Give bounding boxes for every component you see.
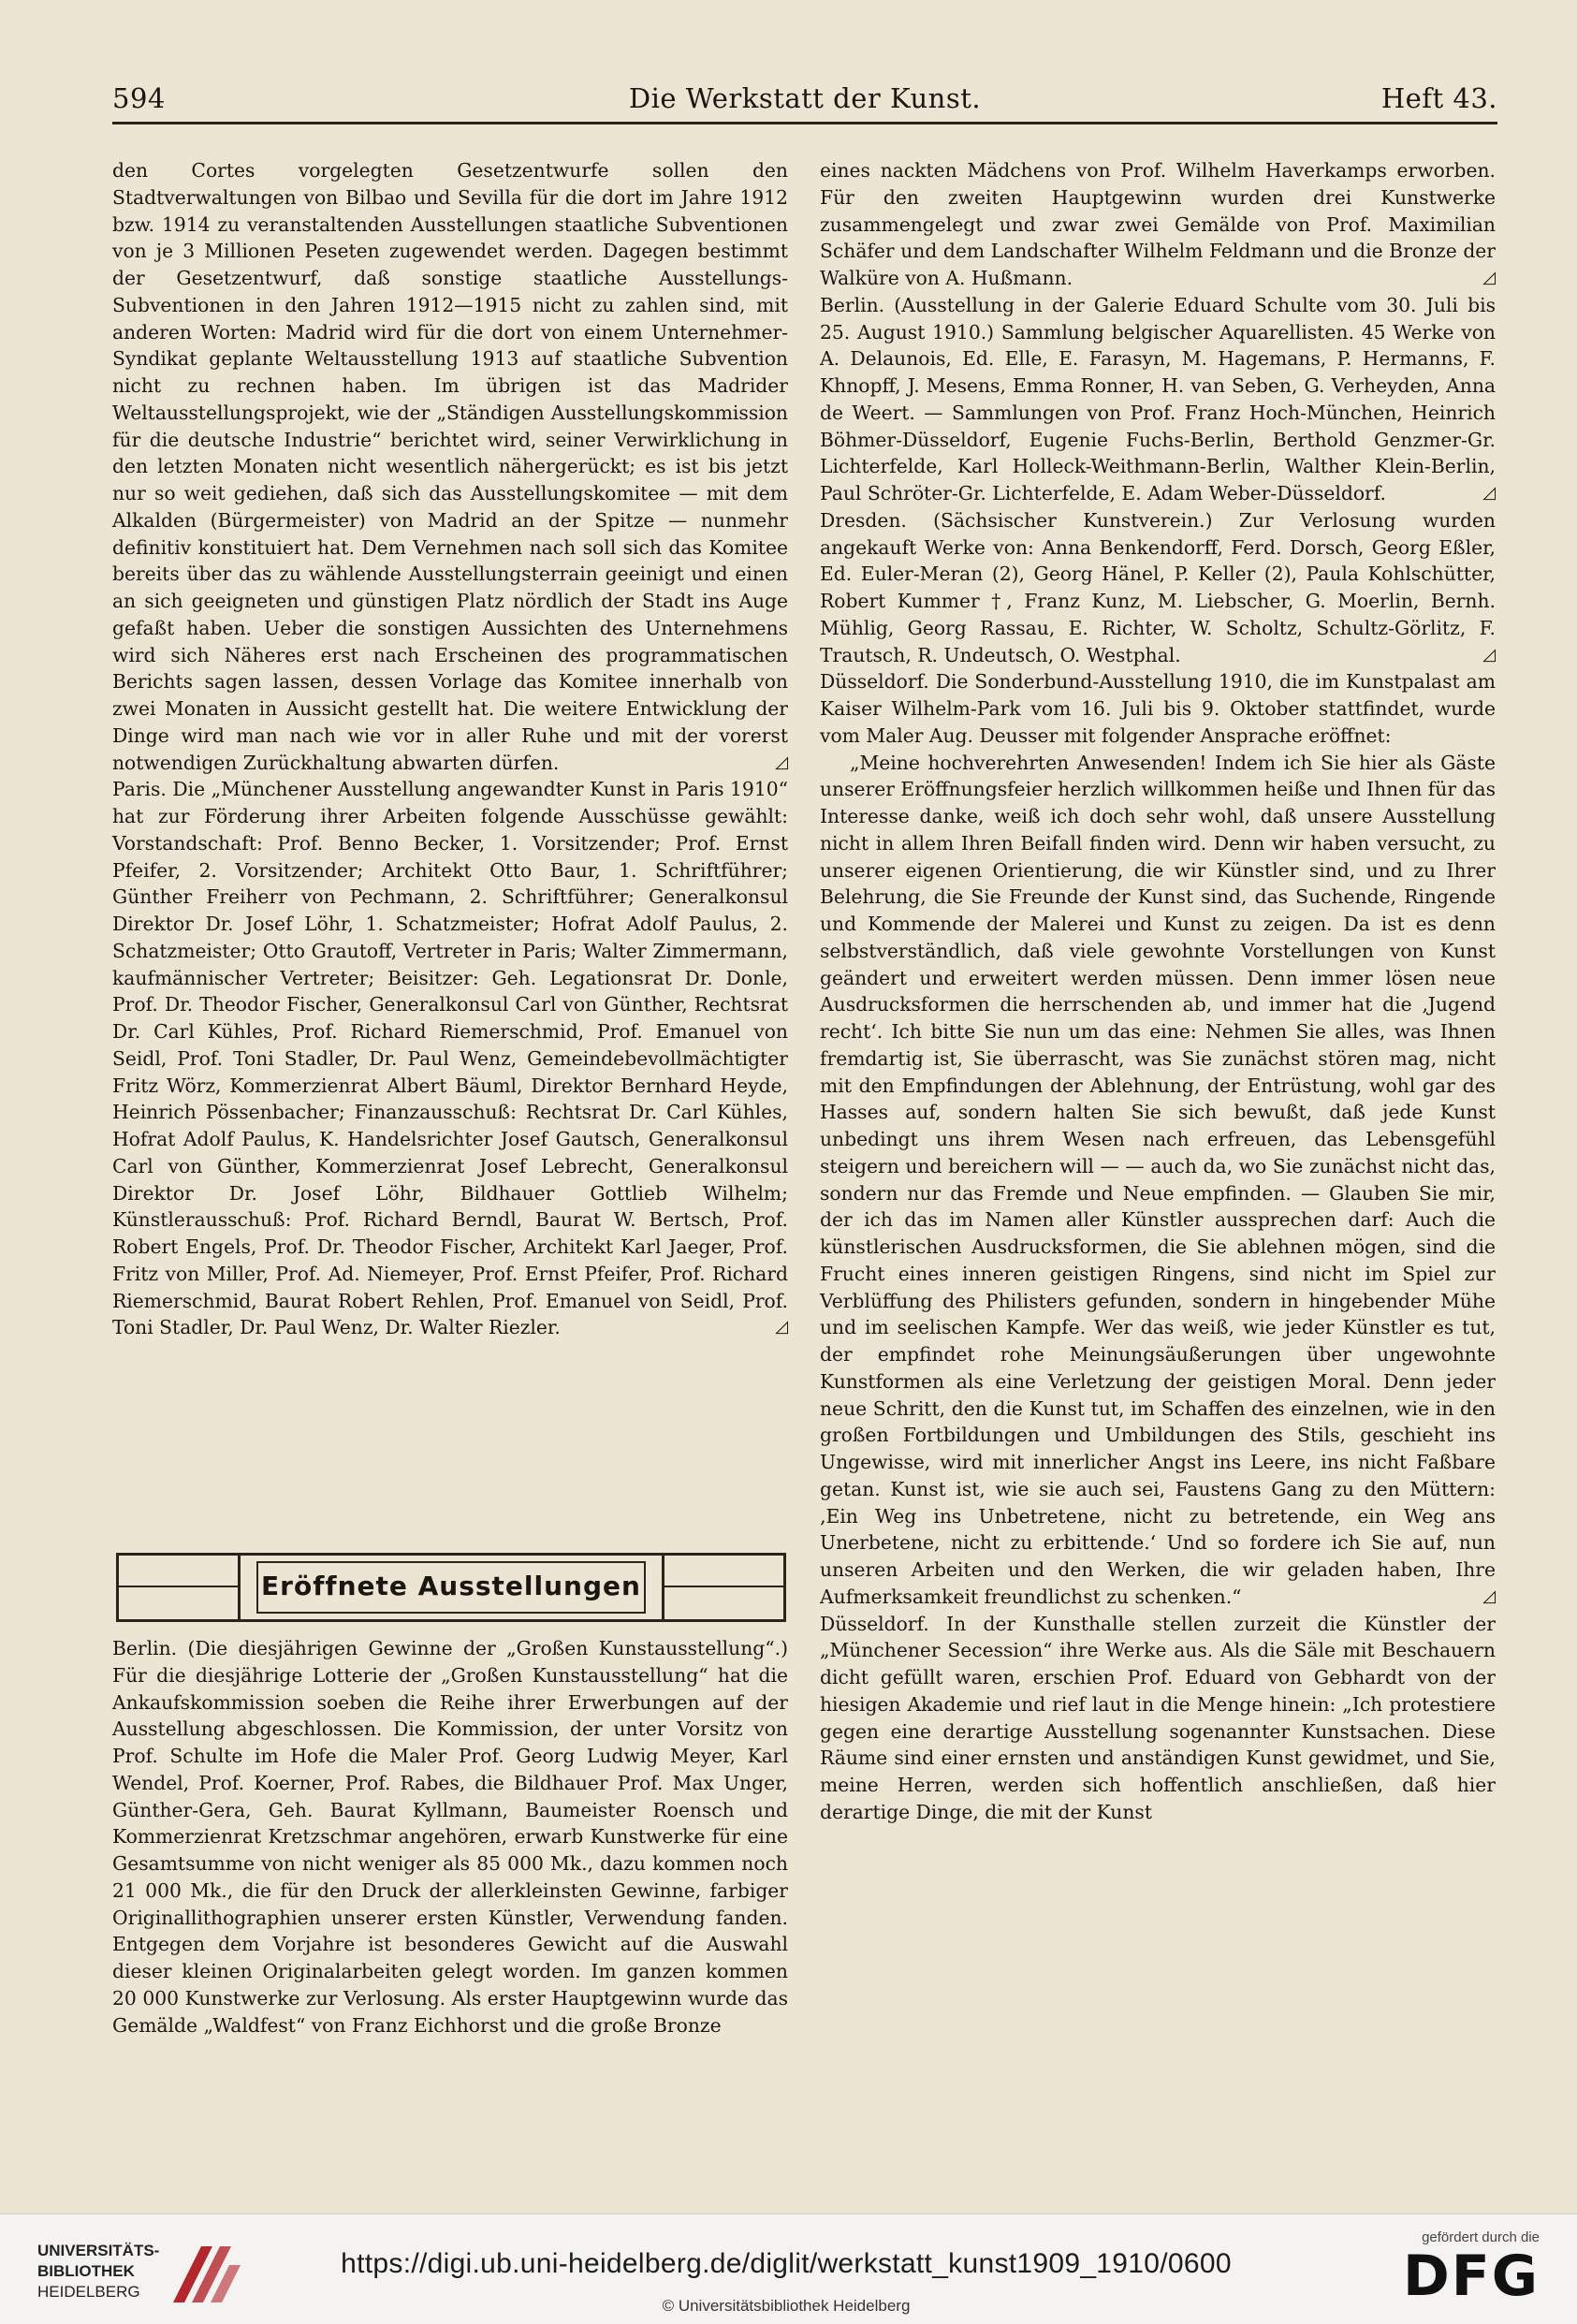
end-mark-icon: ◿ — [1482, 268, 1496, 287]
section-heading-box — [116, 1553, 786, 1622]
library-name-line1: UNIVERSITÄTS- — [37, 2242, 160, 2259]
end-mark-icon: ◿ — [1482, 483, 1496, 503]
header-rule — [112, 122, 1497, 124]
paragraph-berlin-lottery: Berlin. (Die diesjährigen Gewinne der „Großen Kunstausstellung“.) Für die diesjährige Lotterie der „Großen Kunstausstellung“ hat die Ankaufskommission soeben die Reihe ihrer Erwerbungen auf der Ausstellung abgeschlossen. Die Kommission, der unter Vorsitz von Prof. Schulte im Hofe die Maler Prof. Georg Ludwig Meyer, Karl Wendel, Prof. Koerner, Prof. Rabes, die Bildhauer Prof. Max Unger, Günther-Gera, Geh. Baurat Kyllmann, Baumeister Roensch und Kommerzienrat Kretzschmar angehören, erwarb Kunstwerke für eine Gesamtsumme von nicht weniger als 85 000 Mk., dazu kommen noch 21 000 Mk., die für den Druck der allerkleinsten Gewinne, farbiger Originallithographien unserer ersten Künstler, Verwendung fanden. Entgegen dem Vorjahre ist besonderes Gewicht auf die Auswahl dieser kleinen Originalarbeiten gelegt worden. Im ganzen kommen 20 000 Kunstwerke zur Verlosung. Als erster Hauptgewinn wurde das Gemälde „Waldfest“ von Franz Eichhorst und die große Bronze — [112, 1637, 788, 2037]
library-logo[interactable] — [37, 2235, 253, 2310]
heading-ornament-right — [662, 1556, 786, 1619]
paragraph-berlin-prizes: eines nackten Mädchens von Prof. Wilhelm Haverkamps erworben. Für den zweiten Hauptgewinn wurden drei Kunstwerke zusammengelegt und zwar zwei Gemälde von Prof. Maximilian Schäfer und dem Landschafter Wilhelm Feldmann und die Bronze der Walküre von A. Hußmann. ◿ — [820, 157, 1496, 292]
page-number: 594 — [112, 82, 166, 114]
end-mark-icon: ◿ — [775, 752, 788, 772]
right-column — [820, 157, 1496, 1823]
dfg-logo[interactable] — [1362, 2229, 1540, 2314]
end-mark-icon: ◿ — [1482, 644, 1496, 665]
end-mark-icon: ◿ — [1482, 1586, 1496, 1606]
end-mark-icon: ◿ — [775, 1317, 788, 1337]
funded-by-label: gefördert durch die — [1422, 2229, 1540, 2245]
library-name-line2: BIBLIOTHEK — [37, 2262, 135, 2280]
section-heading: Eröffnete Ausstellungen — [256, 1561, 646, 1614]
left-column — [112, 157, 788, 1524]
permalink-url[interactable]: https://digi.ub.uni-heidelberg.de/diglit/werkstatt_kunst1909_1910/0600 — [341, 2248, 1232, 2279]
dfg-wordmark: DFG — [1402, 2244, 1540, 2309]
running-title: Die Werkstatt der Kunst. — [628, 82, 982, 114]
paragraph-duesseldorf-sonderbund: Düsseldorf. Die Sonderbund-Ausstellung 1910, die im Kunstpalast am Kaiser Wilhelm-Park vom 16. Juli bis 9. Oktober stattfindet, wurde vom Maler Aug. Deusser mit folgender Ansprache eröffnet: — [820, 670, 1496, 747]
heading-ornament-left — [116, 1556, 241, 1619]
paragraph-deusser-speech: „Meine hochverehrten Anwesenden! Indem ich Sie hier als Gäste unserer Eröffnungsfeier herzlich willkommen heiße und Ihnen für das Interesse danke, weiß ich doch sehr wohl, daß unsere Ausstellung nicht in allem Ihren Beifall finden wird. Denn wir haben versucht, zu unserer eigenen Orientierung, die wir Künstler sind, und zu Ihrer Belehrung, die Sie Freunde der Kunst sind, das Suchende, Ringende und Kommende der Malerei und Kunst zu zeigen. Da ist es denn selbstverständlich, daß viele gewohnte Vorstellungen von Kunst geändert und erweitert werden müssen. Denn immer lösen neue Ausdrucksformen die herrschenden ab, und immer hat die ‚Jugend recht‘. Ich bitte Sie nun um das eine: Nehmen Sie alles, was Ihnen fremdartig ist, Sie überrascht, was Sie zunächst stören mag, nicht mit den Empfindungen der Ablehnung, der Entrüstung, wohl gar des Hasses auf, sondern halten Sie sich bewußt, daß jede Kunst unbedingt uns ihrem Wesen nach erfreuen, das Lebensgefühl steigern und bereichern will — — auch da, wo Sie zunächst nicht das, sondern nur das Fremde und Neue empfinden. — Glauben Sie mir, der ich das im Namen aller Künstler aussprechen darf: Auch die künstlerischen Ausdrucksformen, die Sie ablehnen mögen, sind die Frucht eines inneren geistigen Ringens, sind nicht im Spiel zur Verblüffung des Philisters gefunden, sondern in hingebender Mühe und im seelischen Kampfe. Wer das weiß, wie jeder Künstler es tut, der empfindet rohe Meinungsäußerungen über ungewohnte Kunstformen als eine Verletzung der geistigen Moral. Denn jeder neue Schritt, den die Kunst tut, im Schaffen des einzelnen, wie in den großen Fortbildungen und Umbildungen des Stils, geschieht ins Ungewisse, wird mit innerlicher Angst ins Leere, ins nicht Faßbare getan. Kunst ist, wie sie auch sei, Faustens Gang zu den Müttern: ‚Ein Weg ins Unbetretene, nicht zu betretende, ein Weg ans Unerbetene, nicht zu erbittende.‘ Und so fordere ich Sie auf, nun unseren Arbeiten und den Werken, die wir geladen haben, Ihre Aufmerksamkeit freundlichst zu schenken.“ ◿ — [820, 750, 1496, 1611]
running-header — [112, 82, 1497, 124]
paragraph-paris: Paris. Die „Münchener Ausstellung angewandter Kunst in Paris 1910“ hat zur Förderung ihrer Arbeiten folgende Ausschüsse gewählt: Vorstandschaft: Prof. Benno Becker, 1. Vorsitzender; Prof. Ernst Pfeifer, 2. Vorsitzender; Architekt Otto Baur, 1. Schriftführer; Günther Freiherr von Pechmann, 2. Schriftführer; Generalkonsul Direktor Dr. Josef Löhr, 1. Schatzmeister; Hofrat Adolf Paulus, 2. Schatzmeister; Otto Grautoff, Vertreter in Paris; Walter Zimmermann, kaufmännischer Vertreter; Beisitzer: Geh. Legationsrat Dr. Donle, Prof. Dr. Theodor Fischer, Generalkonsul Carl von Günther, Rechtsrat Dr. Carl Kühles, Prof. Richard Riemerschmid, Prof. Emanuel von Seidl, Prof. Toni Stadler, Dr. Paul Wenz, Gemeindebevollmächtigter Fritz Wörz, Kommerzienrat Albert Bäuml, Direktor Bernhard Heyde, Heinrich Pössenbacher; Finanzausschuß: Rechtsrat Dr. Carl Kühles, Hofrat Adolf Paulus, K. Handelsrichter Josef Gautsch, Generalkonsul Carl von Günther, Kommerzienrat Josef Lebrecht, Generalkonsul Direktor Dr. Josef Löhr, Bildhauer Gottlieb Wilhelm; Künstlerausschuß: Prof. Richard Berndl, Baurat W. Bertsch, Prof. Robert Engels, Prof. Dr. Theodor Fischer, Architekt Karl Jaeger, Prof. Fritz von Miller, Prof. Ad. Niemeyer, Prof. Ernst Pfeifer, Prof. Richard Riemerschmid, Baurat Robert Rehlen, Prof. Emanuel von Seidl, Prof. Toni Stadler, Dr. Paul Wenz, Dr. Walter Riezler. ◿ — [112, 776, 788, 1341]
library-name-line3: HEIDELBERG — [37, 2283, 140, 2301]
issue-number: Heft 43. — [1380, 82, 1497, 114]
left-column-lower — [112, 1635, 788, 2169]
viewer-footer — [0, 2214, 1577, 2324]
paragraph-berlin-schulte: Berlin. (Ausstellung in der Galerie Eduard Schulte vom 30. Juli bis 25. August 1910.) Sammlung belgischer Aquarellisten. 45 Werke von A. Delaunois, Ed. Elle, E. Farasyn, M. Hagemans, P. Hermanns, F. Khnopff, J. Mesens, Emma Ronner, H. van Seben, G. Verheyden, Anna de Weert. — Sammlungen von Prof. Franz Hoch-München, Heinrich Böhmer-Düsseldorf, Eugenie Fuchs-Berlin, Berthold Genzmer-Gr. Lichterfelde, Karl Holleck-Weithmann-Berlin, Walther Klein-Berlin, Paul Schröter-Gr. Lichterfelde, E. Adam Weber-Düsseldorf. ◿ — [820, 292, 1496, 507]
paragraph-duesseldorf-secession: Düsseldorf. In der Kunsthalle stellen zurzeit die Künstler der „Münchener Secession“ ihre Werke aus. Als die Säle mit Beschauern dicht gefüllt waren, erschien Prof. Eduard von Gebhardt von der hiesigen Akademie und rief laut in die Menge hinein: „Ich protestiere gegen eine derartige Ausstellung sogenannter Kunstsachen. Diese Räume sind einer ernsten und anständigen Kunst gewidmet, und Sie, meine Herren, werden sich hoffentlich anschließen, daß hier derartige Dinge, die mit der Kunst — [820, 1612, 1496, 1823]
paragraph-madrid: den Cortes vorgelegten Gesetzentwurfe sollen den Stadtverwaltungen von Bilbao und Sevilla für die dort im Jahre 1912 bzw. 1914 zu veranstaltenden Ausstellungen staatliche Subventionen von je 3 Millionen Peseten zugewendet werden. Dagegen bestimmt der Gesetzentwurf, daß sonstige staatliche Ausstellungs-Subventionen in den Jahren 1912—1915 nicht zu zahlen sind, mit anderen Worten: Madrid wird für die dort von einem Unternehmer-Syndikat geplante Weltausstellung 1913 auf staatliche Subvention nicht zu rechnen haben. Im übrigen ist das Madrider Weltausstellungsprojekt, wie der „Ständigen Ausstellungskommission für die deutsche Industrie“ berichtet wird, seiner Verwirklichung in den letzten Monaten nicht wesentlich nähergerückt; es ist bis jetzt nur so weit gediehen, daß sich das Ausstellungskomitee — mit dem Alkalden (Bürgermeister) von Madrid an der Spitze — nunmehr definitiv konstituiert hat. Dem Vernehmen nach soll sich das Komitee bereits über das zu wählende Ausstellungsterrain geeinigt und einen an sich geeigneten und günstigen Platz nördlich der Stadt ins Auge gefaßt haben. Ueber die sonstigen Aussichten des Unternehmens wird sich Näheres erst nach Erscheinen des programmatischen Berichts sagen lassen, dessen Vorlage das Komitee innerhalb von zwei Monaten in Aussicht gestellt hat. Die weitere Entwicklung der Dinge wird man nach wie vor in aller Ruhe und mit der vorerst notwendigen Zurückhaltung abwarten dürfen. ◿ — [112, 157, 788, 776]
library-logo-icon — [164, 2237, 246, 2310]
paragraph-dresden: Dresden. (Sächsischer Kunstverein.) Zur Verlosung wurden angekauft Werke von: Anna Benkendorff, Ferd. Dorsch, Georg Eßler, Ed. Euler-Meran (2), Georg Hänel, P. Keller (2), Paula Kohlschütter, Robert Kummer †, Franz Kunz, M. Liebscher, G. Moerlin, Bernh. Mühlig, Georg Rassau, E. Richter, W. Scholtz, Schultz-Görlitz, F. Trautsch, R. Undeutsch, O. Westphal. ◿ — [820, 507, 1496, 669]
copyright-notice: © Universitätsbibliothek Heidelberg — [662, 2297, 911, 2315]
